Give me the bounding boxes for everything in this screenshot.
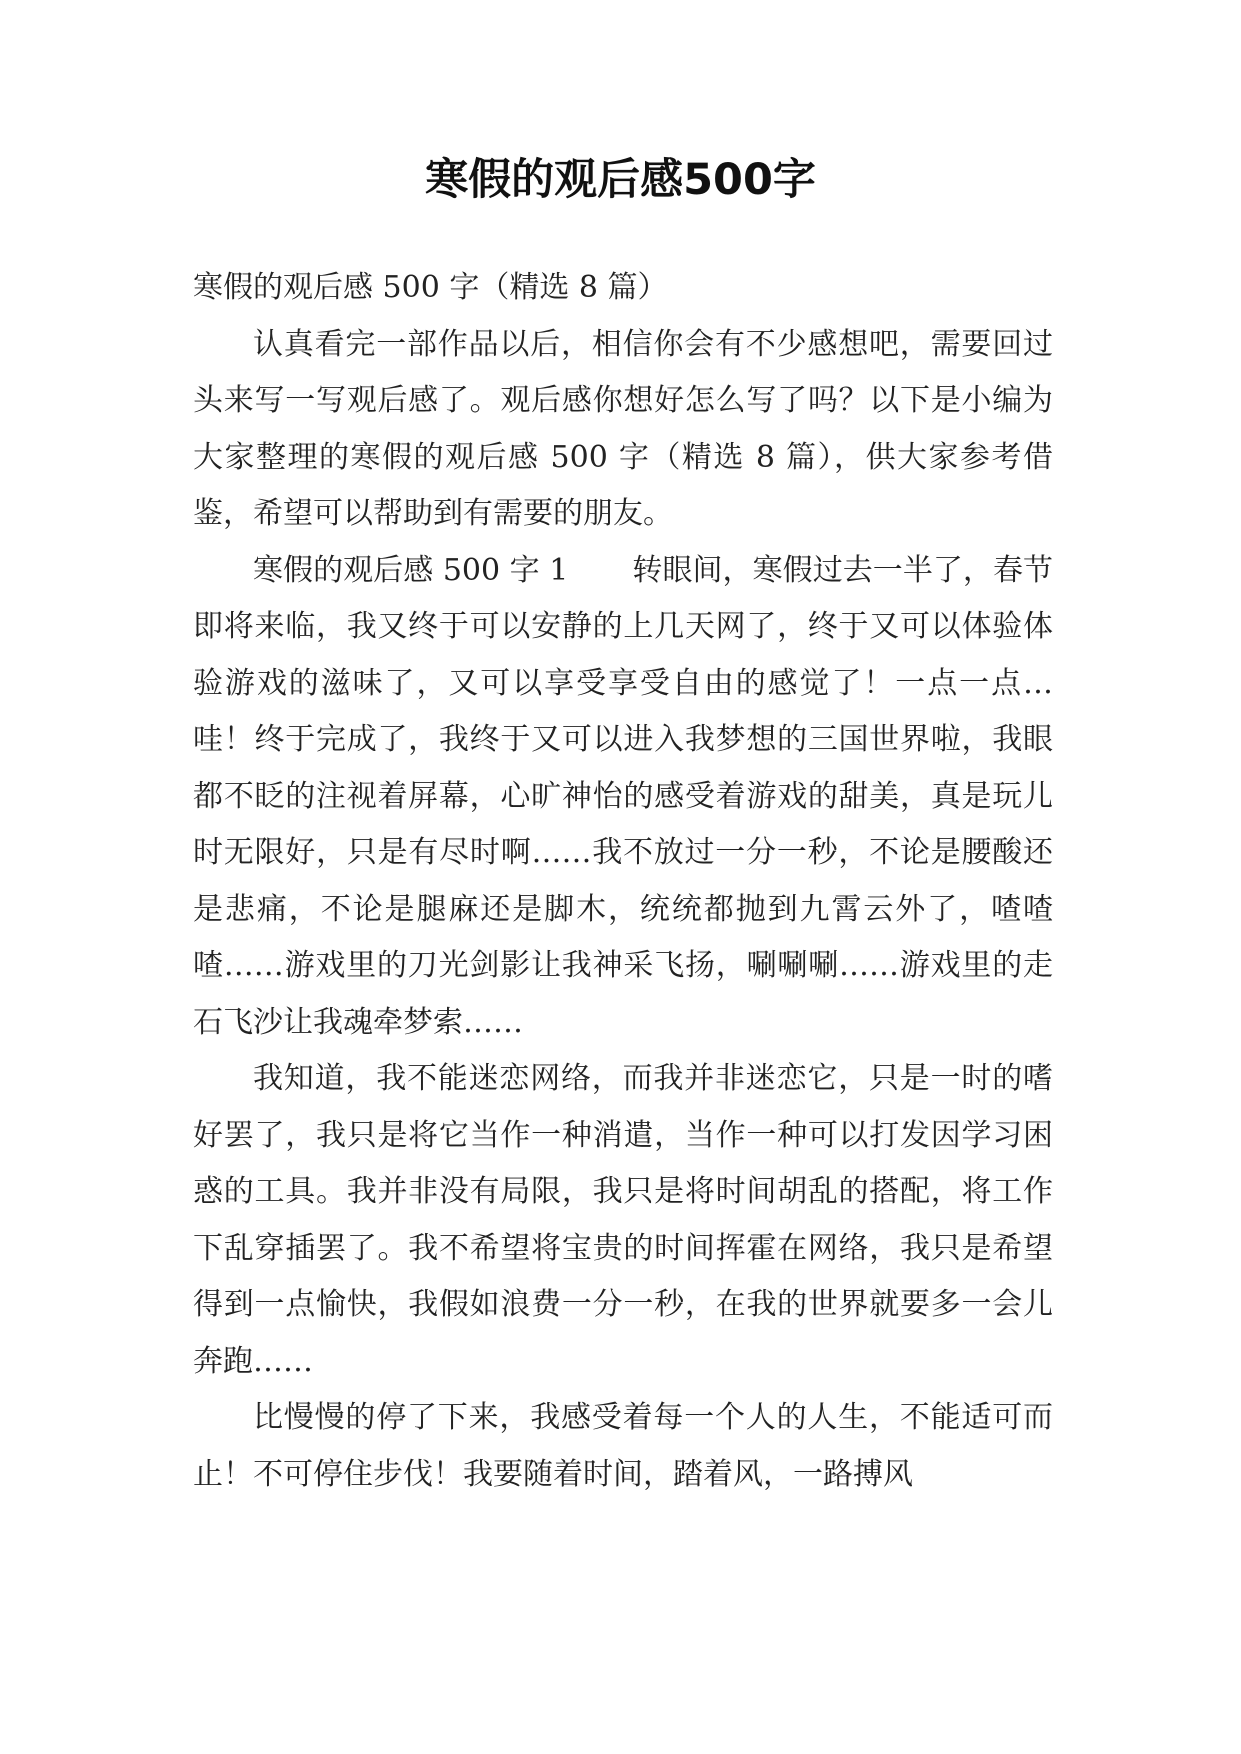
essay-paragraph-2: 我知道，我不能迷恋网络，而我并非迷恋它，只是一时的嗜好罢了，我只是将它当作一种消遣，当作一种可以打发因学习困惑的工具。我并非没有局限，我只是将时间胡乱的搭配，将工作下乱穿插罢了。我不希望将宝贵的时间挥霍在网络，我只是希望得到一点愉快，我假如浪费一分一秒，在我的世界就要多一会儿奔跑……: [193, 1061, 1053, 1379]
essay-heading: 寒假的观后感 500 字 1: [253, 552, 569, 588]
essay-paragraph-1-text: 转眼间，寒假过去一半了，春节即将来临，我又终于可以安静的上几天网了，终于又可以体验体验游戏的滋味了，又可以享受享受自由的感觉了！一点一点…哇！终于完成了，我终于又可以进入我梦想的三国世界啦，我眼都不眨的注视着屏幕，心旷神怡的感受着游戏的甜美，真是玩儿时无限好，只是有尽时啊……我不放过一分一秒，不论是腰酸还是悲痛，不论是腿麻还是脚木，统统都抛到九霄云外了，喳喳喳……游戏里的刀光剑影让我神采飞扬，唰唰唰……游戏里的走石飞沙让我魂牵梦索……: [193, 552, 1053, 1040]
document-subtitle: 寒假的观后感 500 字（精选 8 篇）: [193, 270, 668, 305]
intro-paragraph: 认真看完一部作品以后，相信你会有不少感想吧，需要回过头来写一写观后感了。观后感你想好怎么写了吗？以下是小编为大家整理的寒假的观后感 500 字（精选 8 篇），供大家参考借鉴，希望可以帮助到有需要的朋友。: [193, 326, 1053, 531]
essay-paragraph-1: [193, 543, 1053, 1052]
document-title: 寒假的观后感500字: [425, 155, 816, 205]
document-body: [193, 260, 1053, 1503]
essay-paragraph-3: 比慢慢的停了下来，我感受着每一个人的人生，不能适可而止！不可停住步伐！我要随着时间，踏着风，一路搏风: [193, 1400, 1053, 1492]
